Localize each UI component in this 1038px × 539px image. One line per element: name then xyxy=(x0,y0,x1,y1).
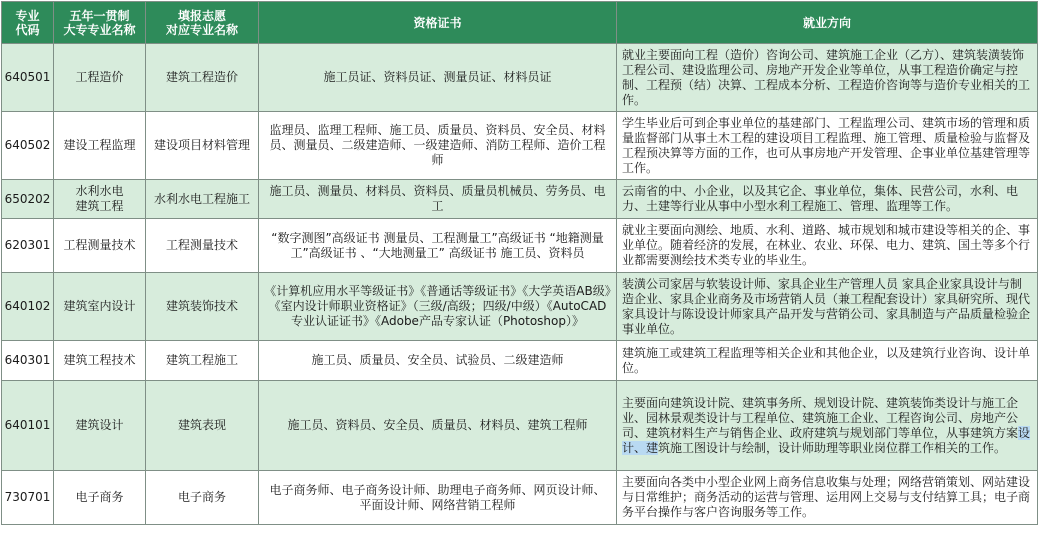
cell-cert: “数字测图”高级证书 测量员、工程测量工”高级证书 “地籍测量工”高级证书 、“大地测量工” 高级证书 施工员、资料员 xyxy=(259,219,617,273)
cell-job: 就业主要面向工程（造价）咨询公司、建筑施工企业（乙方）、建筑装潢装饰工程公司、建设监理公司、房地产开发企业等单位，从事工程造价确定与控制、工程预（结）决算、工程成本分析、工程造价咨询等与造价专业相关的工作。 xyxy=(617,44,1038,112)
cell-job: 就业主要面向测绘、地质、水利、道路、城市规划和城市建设等相关的企、事业单位。随着经济的发展，在林业、农业、环保、电力、建筑、国土等多个行业都需要测绘技术类专业的毕业生。 xyxy=(617,219,1038,273)
cell-apply: 建设项目材料管理 xyxy=(146,112,259,180)
selected-text-highlight: 设计、建 xyxy=(622,425,1031,455)
header-cert: 资格证书 xyxy=(259,2,617,44)
cell-major: 建筑室内设计 xyxy=(54,273,146,341)
cell-cert: 施工员、测量员、材料员、资料员、质量员机械员、劳务员、电工 xyxy=(259,180,617,219)
cell-major: 水利水电 建筑工程 xyxy=(54,180,146,219)
cell-code: 640502 xyxy=(2,112,54,180)
cell-apply: 电子商务 xyxy=(146,471,259,525)
cell-apply: 工程测量技术 xyxy=(146,219,259,273)
cell-cert: 施工员、质量员、安全员、试验员、二级建造师 xyxy=(259,341,617,381)
table-row xyxy=(2,273,1038,341)
cell-code: 730701 xyxy=(2,471,54,525)
cell-job: 学生毕业后可到企事业单位的基建部门、工程监理公司、建筑市场的管理和质量监督部门从事土木工程的建设项目工程监理、施工管理、质量检验与监督及工程预决算等方面的工作，也可从事房地产开发管理、企事业单位基建管理等工作。 xyxy=(617,112,1038,180)
cell-major: 工程造价 xyxy=(54,44,146,112)
cell-apply: 建筑工程施工 xyxy=(146,341,259,381)
cell-code: 620301 xyxy=(2,219,54,273)
cell-apply: 建筑装饰技术 xyxy=(146,273,259,341)
cell-apply: 建筑表现 xyxy=(146,381,259,471)
cell-major: 建筑工程技术 xyxy=(54,341,146,381)
cell-job: 主要面向建筑设计院、建筑事务所、规划设计院、建筑装饰类设计与施工企业、园林景观类设计与工程单位、建筑施工企业、工程咨询公司、房地产公司、建筑材料生产与销售企业、政府建筑与规划部门等单位，从事建筑方案设计、建筑施工图设计与绘制，设计师助理等职业岗位群工作相关的工作。 xyxy=(617,381,1038,471)
cell-major: 建设工程监理 xyxy=(54,112,146,180)
cell-code: 640301 xyxy=(2,341,54,381)
header-code: 专业 代码 xyxy=(2,2,54,44)
header-apply: 填报志愿 对应专业名称 xyxy=(146,2,259,44)
cell-job: 主要面向各类中小型企业网上商务信息收集与处理；网络营销策划、网站建设与日常维护；商务活动的运营与管理、运用网上交易与支付结算工具；电子商务平台操作与客户咨询服务等工作。 xyxy=(617,471,1038,525)
cell-cert: 施工员、资料员、安全员、质量员、材料员、建筑工程师 xyxy=(259,381,617,471)
cell-job: 装潢公司家居与软装设计师、家具企业生产管理人员 家具企业家具设计与制造企业、家具企业商务及市场营销人员（兼工程配套设计）家具研究所、现代家具设计与陈设设计师家具产品开发与营销公司、家具制造与产品质量检验企事业单位。 xyxy=(617,273,1038,341)
cell-code: 640102 xyxy=(2,273,54,341)
table-header-row xyxy=(2,2,1038,44)
table-row xyxy=(2,112,1038,180)
cell-major: 电子商务 xyxy=(54,471,146,525)
cell-major: 工程测量技术 xyxy=(54,219,146,273)
table-row xyxy=(2,180,1038,219)
table-row xyxy=(2,471,1038,525)
table-row xyxy=(2,219,1038,273)
table-row xyxy=(2,381,1038,471)
cell-major: 建筑设计 xyxy=(54,381,146,471)
cell-cert: 《计算机应用水平等级证书》《普通话等级证书》《大学英语AB级》《室内设计师职业资格证》（三级/高级；四级/中级）《AutoCAD专业认证证书》《Adobe产品专家认证（Photoshop）》 xyxy=(259,273,617,341)
cell-code: 650202 xyxy=(2,180,54,219)
header-major: 五年一贯制 大专专业名称 xyxy=(54,2,146,44)
cell-job: 云南省的中、小企业，以及其它企、事业单位，集体、民营公司，水利、电力、土建等行业从事中小型水利工程施工、管理、监理等工作。 xyxy=(617,180,1038,219)
table-row xyxy=(2,44,1038,112)
table-row xyxy=(2,341,1038,381)
cell-apply: 建筑工程造价 xyxy=(146,44,259,112)
majors-table xyxy=(1,1,1038,525)
cell-cert: 施工员证、资料员证、测量员证、材料员证 xyxy=(259,44,617,112)
cell-cert: 电子商务师、电子商务设计师、助理电子商务师、网页设计师、平面设计师、网络营销工程师 xyxy=(259,471,617,525)
cell-code: 640501 xyxy=(2,44,54,112)
cell-job: 建筑施工或建筑工程监理等相关企业和其他企业，以及建筑行业咨询、设计单位。 xyxy=(617,341,1038,381)
header-job: 就业方向 xyxy=(617,2,1038,44)
cell-apply: 水利水电工程施工 xyxy=(146,180,259,219)
cell-cert: 监理员、监理工程师、施工员、质量员、资料员、安全员、材料员、测量员、二级建造师、一级建造师、消防工程师、造价工程师 xyxy=(259,112,617,180)
cell-code: 640101 xyxy=(2,381,54,471)
